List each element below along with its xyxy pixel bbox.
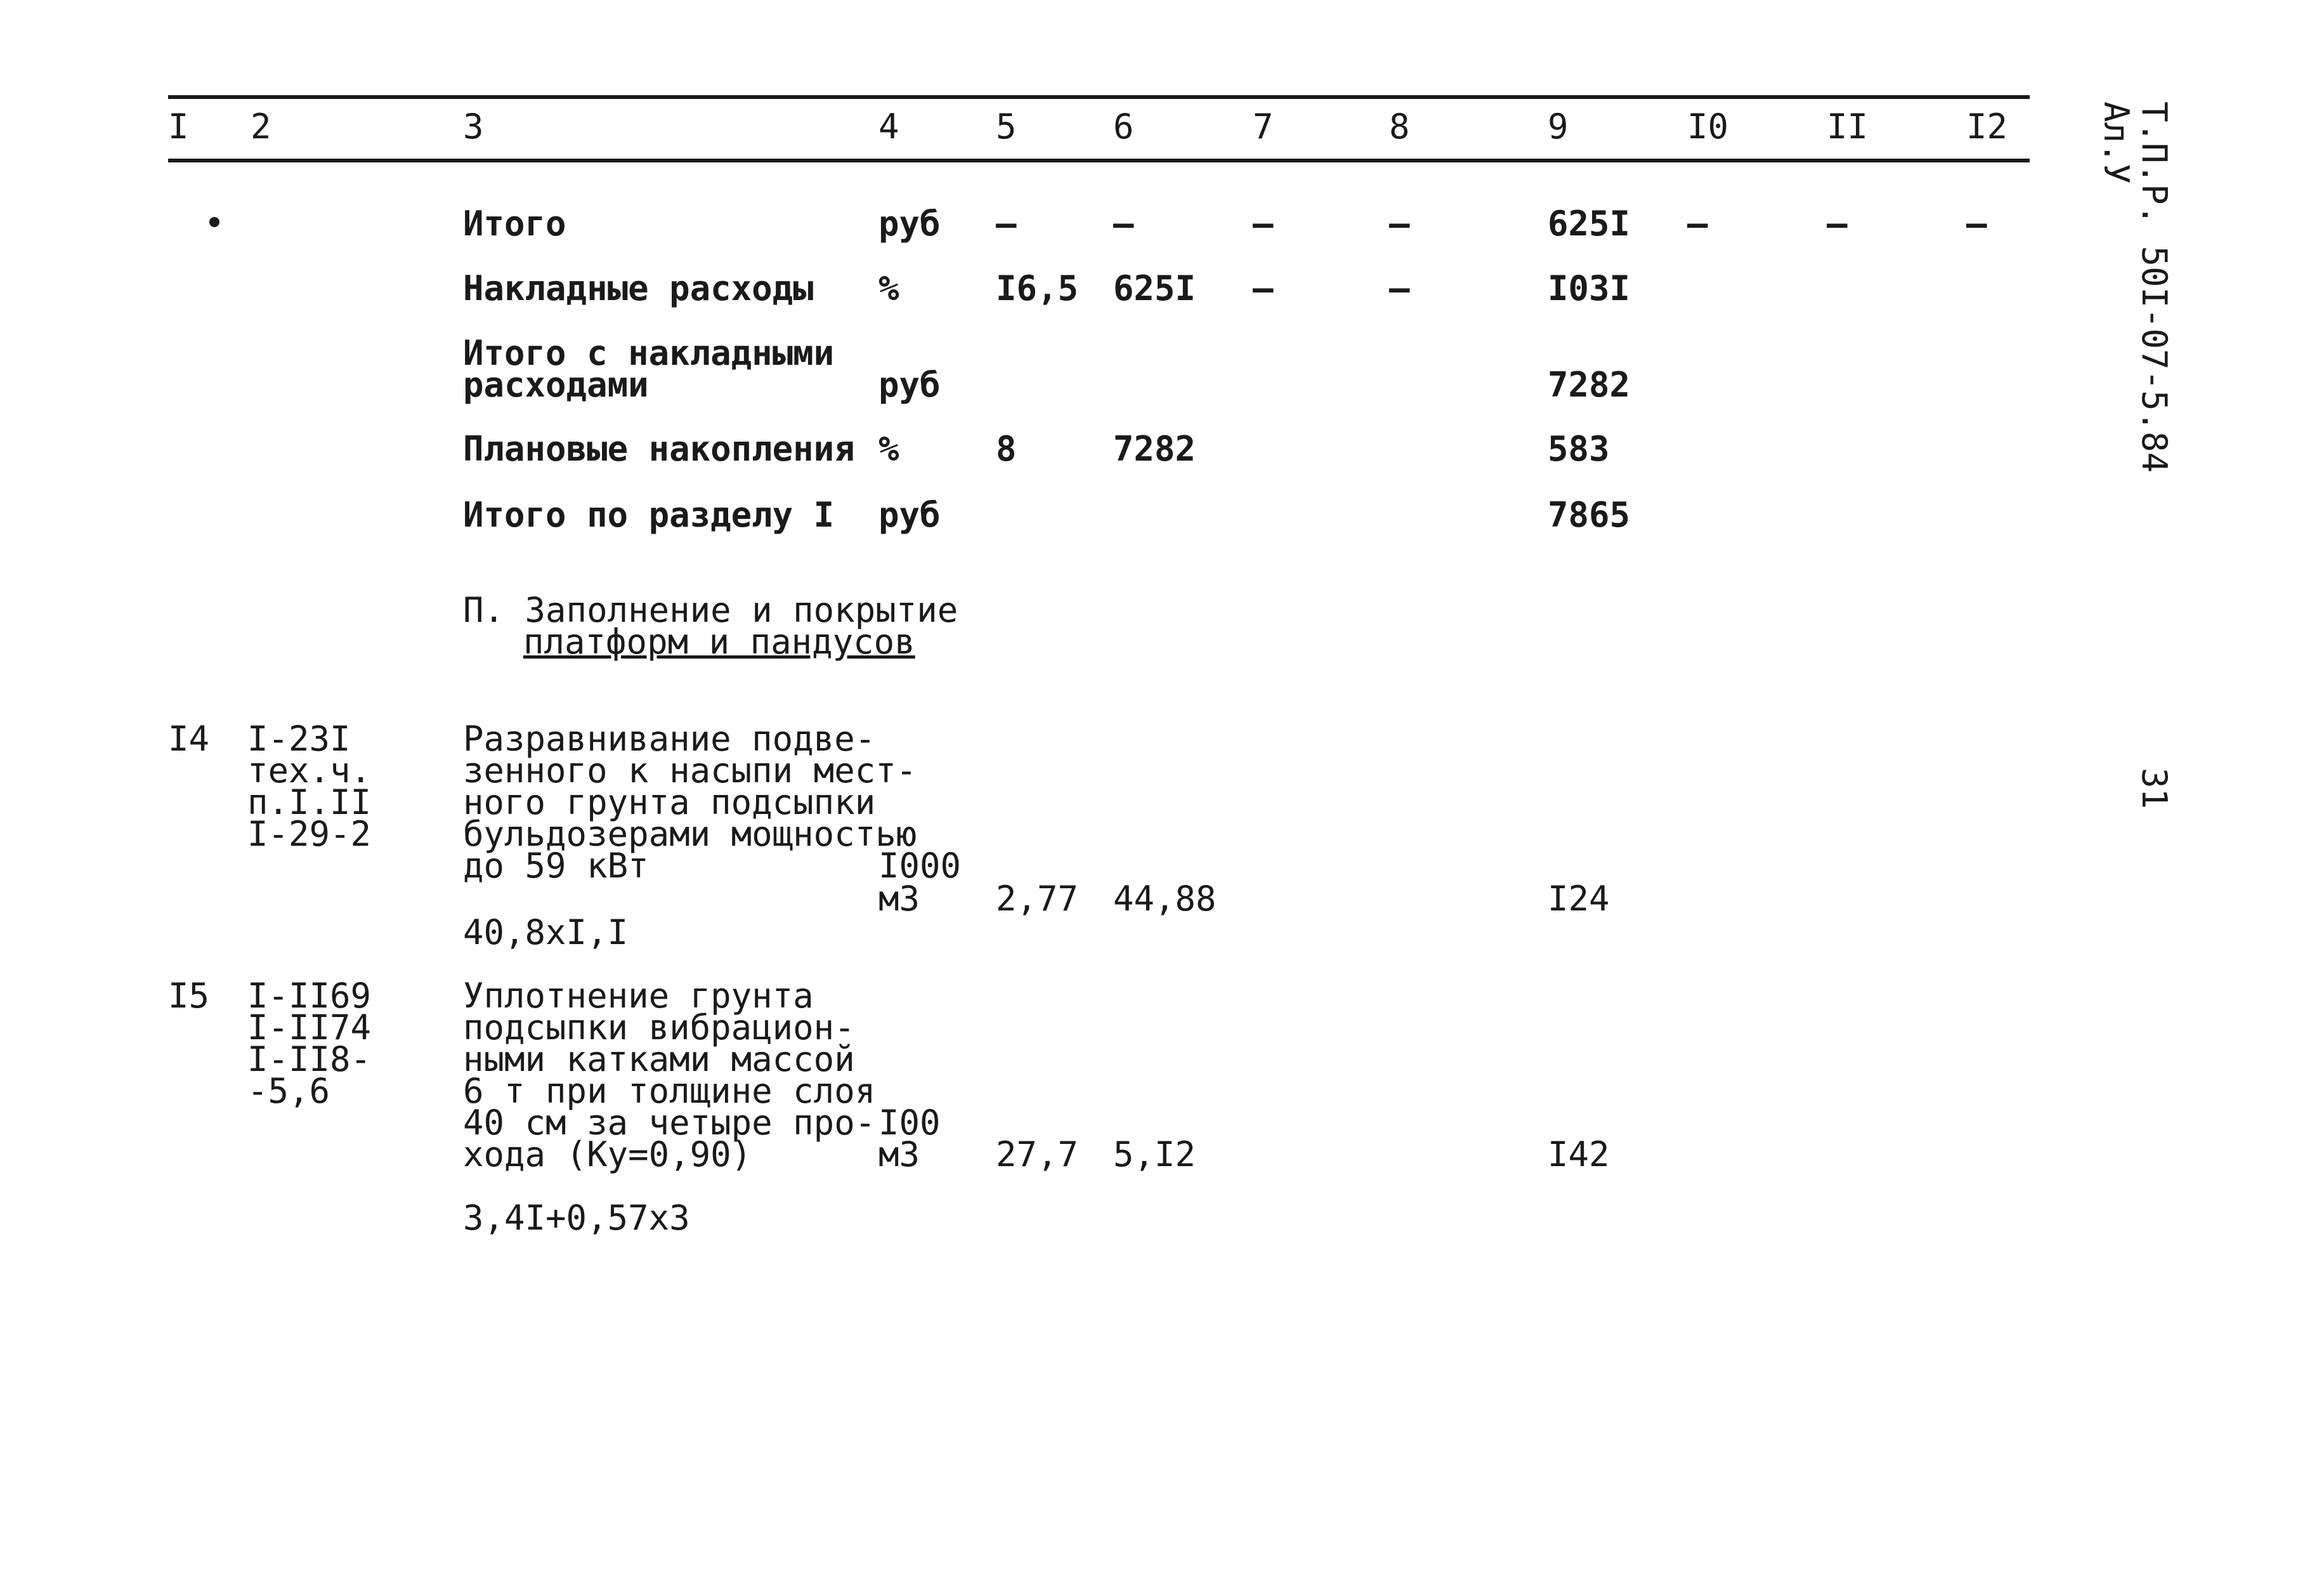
row-col5: –	[996, 204, 1017, 244]
item-unit: м3	[878, 879, 920, 919]
side-page-number: 31	[2134, 768, 2174, 810]
item-number: I5	[168, 976, 210, 1016]
row-col7: –	[1253, 204, 1274, 244]
row-col8: –	[1389, 204, 1410, 244]
item-total: I24	[1548, 879, 1610, 919]
item-description: Уплотнение грунта	[463, 976, 814, 1016]
header-rule	[168, 159, 2030, 162]
col-header-4: 4	[878, 107, 899, 147]
row-col6: 7282	[1113, 429, 1196, 469]
row-col12: –	[1966, 204, 1987, 244]
item-code: I-II74	[247, 1008, 372, 1047]
row-unit: %	[878, 268, 899, 308]
row-col7: –	[1253, 268, 1274, 308]
row-col9: 583	[1548, 429, 1610, 469]
item-total: I42	[1548, 1134, 1610, 1174]
item-code: -5,6	[247, 1071, 330, 1111]
item-code: I-23I	[247, 719, 351, 759]
item-description: 40 см за четыре про-	[463, 1103, 876, 1143]
item-number: I4	[168, 719, 210, 759]
item-description: подсыпки вибрацион-	[463, 1008, 855, 1047]
side-doc-code: Т.П.Р. 50I-07-5.84	[2134, 102, 2174, 473]
row-unit: руб	[878, 495, 941, 535]
col-header-8: 8	[1389, 107, 1410, 147]
col-header-3: 3	[463, 107, 484, 147]
item-description: ными катками массой	[463, 1039, 855, 1079]
row-col9: I03I	[1548, 268, 1631, 308]
row-mark-dot	[209, 217, 219, 227]
col-header-11: II	[1827, 107, 1869, 147]
row-col5: 8	[996, 429, 1017, 469]
col-header-5: 5	[996, 107, 1017, 147]
col-header-1: I	[168, 107, 189, 147]
row-col11: –	[1827, 204, 1848, 244]
top-rule	[168, 95, 2030, 99]
row-unit: руб	[878, 204, 941, 244]
item-code: I-II69	[247, 976, 372, 1016]
row-col9: 7865	[1548, 495, 1631, 535]
row-label: Накладные расходы	[463, 268, 814, 308]
row-col9: 7282	[1548, 365, 1631, 405]
item-description: зенного к насыпи мест-	[463, 751, 917, 791]
row-col10: –	[1687, 204, 1708, 244]
item-description: бульдозерами мощностью	[463, 814, 917, 854]
item-unit: I000	[878, 846, 962, 886]
item-quantity: 27,7	[996, 1134, 1079, 1174]
item-description: до 59 кВт	[463, 846, 649, 886]
row-label-line1: Итого с накладными	[463, 333, 835, 373]
item-description: хода (Ку=0,90)	[463, 1134, 752, 1174]
col-header-2: 2	[251, 107, 271, 147]
row-label-line2: расходами	[463, 365, 649, 405]
row-col6: –	[1113, 204, 1134, 244]
item-code: п.I.II	[247, 782, 372, 822]
col-header-6: 6	[1113, 107, 1134, 147]
item-description: ного грунта подсыпки	[463, 782, 876, 822]
section-title-line1: П. Заполнение и покрытие	[463, 590, 958, 630]
item-formula: 40,8xI,I	[463, 912, 629, 952]
col-header-12: I2	[1966, 107, 2008, 147]
side-album: Ал.У	[2096, 102, 2136, 185]
row-label: Итого по разделу I	[463, 495, 835, 535]
row-col9: 625I	[1548, 204, 1631, 244]
item-code: I-II8-	[247, 1039, 372, 1079]
section-title-line2: платформ и пандусов	[523, 622, 915, 662]
item-quantity: 2,77	[996, 879, 1079, 919]
col-header-7: 7	[1253, 107, 1274, 147]
row-col5: I6,5	[996, 268, 1079, 308]
row-col6: 625I	[1113, 268, 1196, 308]
row-col8: –	[1389, 268, 1410, 308]
item-unit: м3	[878, 1134, 920, 1174]
row-label: Плановые накопления	[463, 429, 855, 469]
item-code: тех.ч.	[247, 751, 372, 791]
item-code: I-29-2	[247, 814, 372, 854]
item-formula: 3,4I+0,57x3	[463, 1198, 690, 1238]
item-price: 44,88	[1113, 879, 1217, 919]
item-unit: I00	[878, 1103, 941, 1143]
row-label: Итого	[463, 204, 566, 244]
col-header-10: I0	[1687, 107, 1729, 147]
col-header-9: 9	[1548, 107, 1569, 147]
item-description: 6 т при толщине слоя	[463, 1071, 876, 1111]
item-description: Разравнивание подве-	[463, 719, 876, 759]
item-price: 5,I2	[1113, 1134, 1196, 1174]
row-unit: руб	[878, 365, 941, 405]
row-unit: %	[878, 429, 899, 469]
